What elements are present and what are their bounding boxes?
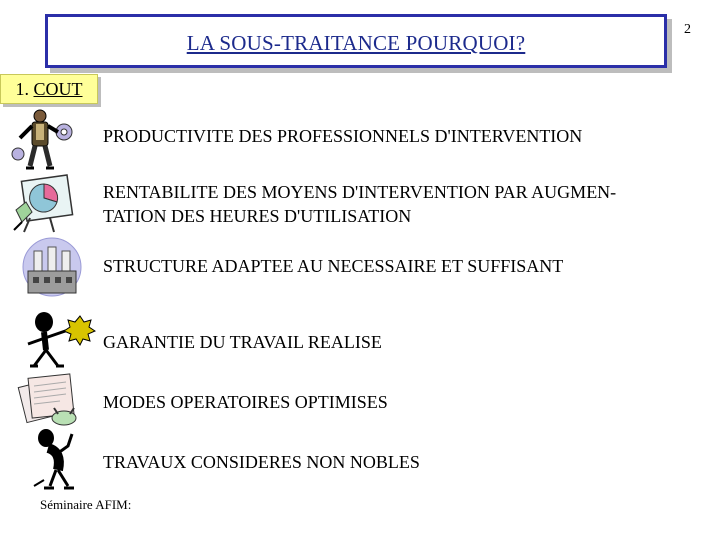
item-rentabilite-line2: TATION DES HEURES D'UTILISATION xyxy=(103,206,412,226)
item-modes: MODES OPERATOIRES OPTIMISES xyxy=(103,392,388,412)
stick-figure-with-seal-icon xyxy=(24,310,96,370)
pie-chart-presentation-icon xyxy=(10,172,76,234)
section-label xyxy=(0,74,98,104)
item-productivite: PRODUCTIVITE DES PROFESSIONNELS D'INTERVENTION xyxy=(103,126,583,146)
slide-title: LA SOUS-TRAITANCE POURQUOI? xyxy=(186,31,526,55)
title-box xyxy=(45,14,667,68)
factory-building-icon xyxy=(22,237,82,299)
page-number: 2 xyxy=(684,22,691,37)
item-travaux: TRAVAUX CONSIDERES NON NOBLES xyxy=(103,452,420,472)
thinking-figure-icon xyxy=(28,426,88,494)
documents-stack-icon xyxy=(14,368,86,430)
footer-text: Séminaire AFIM: xyxy=(40,497,132,512)
item-structure: STRUCTURE ADAPTEE AU NECESSAIRE ET SUFFISANT xyxy=(103,256,564,276)
item-garantie: GARANTIE DU TRAVAIL REALISE xyxy=(103,332,382,352)
item-rentabilite xyxy=(103,180,616,228)
worker-with-gears-icon xyxy=(8,108,76,170)
section-number: 1. xyxy=(15,79,29,99)
item-rentabilite-line1: RENTABILITE DES MOYENS D'INTERVENTION PAR AUGMEN- xyxy=(103,182,617,202)
section-title: COUT xyxy=(33,79,83,99)
